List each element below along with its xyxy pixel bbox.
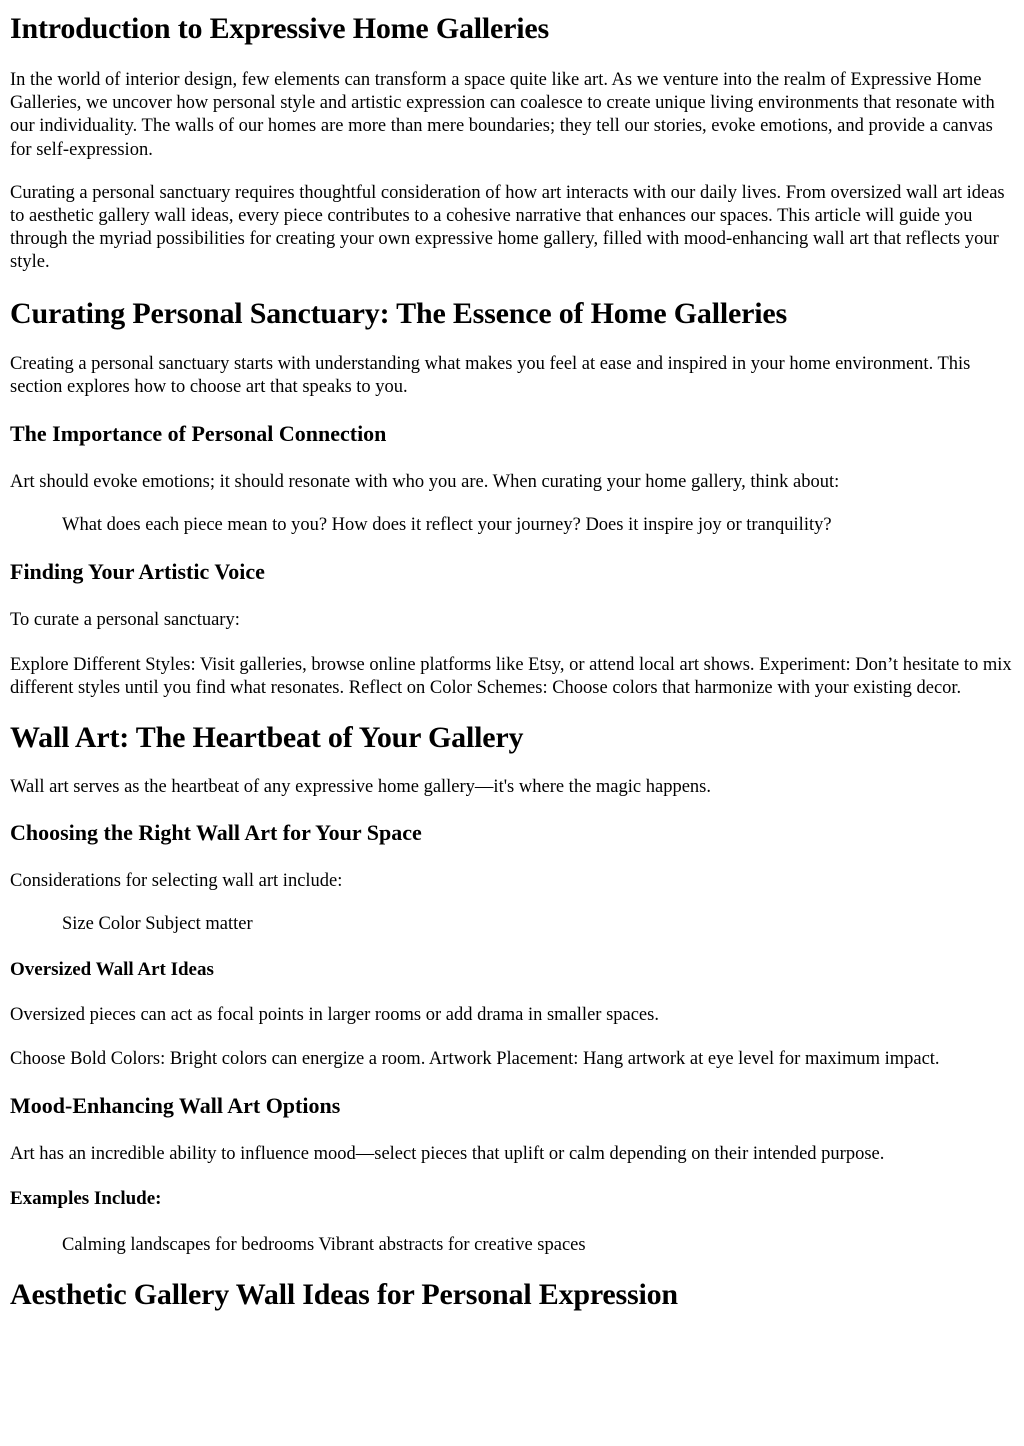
choosing-heading: Choosing the Right Wall Art for Your Space [10, 820, 422, 846]
voice-heading: Finding Your Artistic Voice [10, 559, 265, 585]
mood-heading: Mood-Enhancing Wall Art Options [10, 1093, 341, 1119]
importance-questions: What does each piece mean to you? How does it reflect your journey? Does it inspire joy or tranquility? [62, 515, 832, 536]
oversized-heading: Oversized Wall Art Ideas [10, 958, 214, 980]
oversized-paragraph-2: Choose Bold Colors: Bright colors can energize a room. Artwork Placement: Hang artwork at eye level for maximum impact. [10, 1048, 940, 1069]
choosing-paragraph: Considerations for selecting wall art include: [10, 871, 343, 892]
wall-art-heading: Wall Art: The Heartbeat of Your Gallery [10, 721, 524, 755]
curating-heading: Curating Personal Sanctuary: The Essence of Home Galleries [10, 296, 787, 330]
intro-paragraph-1: In the world of interior design, few elements can transform a space quite like art. As we venture into the realm of Expressive Home Galleries, we uncover how personal style and artistic expression can coalesce to create unique living environments that resonate with our individuality. The walls of our homes are more than mere boundaries; they tell our stories, evoke emotions, and provide a canvas for self-expression. [10, 70, 995, 160]
mood-paragraph: Art has an incredible ability to influence mood—select pieces that uplift or calm depending on their intended purpose. [10, 1144, 885, 1165]
wall-art-paragraph: Wall art serves as the heartbeat of any expressive home gallery—it's where the magic happens. [10, 777, 711, 798]
oversized-paragraph-1: Oversized pieces can act as focal points in larger rooms or add drama in smaller spaces. [10, 1004, 659, 1025]
curating-paragraph: Creating a personal sanctuary starts with understanding what makes you feel at ease and inspired in your home environment. This section explores how to choose art that speaks to you. [10, 353, 971, 397]
examples-heading: Examples Include: [10, 1188, 162, 1210]
intro-heading: Introduction to Expressive Home Galleries [10, 12, 549, 45]
voice-paragraph-2: Explore Different Styles: Visit galleries, browse online platforms like Etsy, or attend local art shows. Experiment: Don’t hesitate to mix different styles until you find what resonates. Reflect on Color Schemes: Choose colors that harmonize with your existing decor. [10, 654, 1012, 698]
intro-paragraph-2: Curating a personal sanctuary requires thoughtful consideration of how art interacts with our daily lives. From oversized wall art ideas to aesthetic gallery wall ideas, every piece contributes to a cohesive narrative that enhances our spaces. This article will guide you through the myriad possibilities for creating your own expressive home gallery, filled with mood-enhancing wall art that reflects your style. [10, 182, 1005, 273]
aesthetic-heading: Aesthetic Gallery Wall Ideas for Personal Expression [10, 1278, 678, 1312]
importance-heading: The Importance of Personal Connection [10, 421, 387, 447]
voice-paragraph-1: To curate a personal sanctuary: [10, 610, 240, 631]
choosing-considerations: Size Color Subject matter [62, 914, 253, 935]
importance-paragraph: Art should evoke emotions; it should resonate with who you are. When curating your home gallery, think about: [10, 472, 840, 493]
examples-list: Calming landscapes for bedrooms Vibrant abstracts for creative spaces [62, 1235, 586, 1256]
